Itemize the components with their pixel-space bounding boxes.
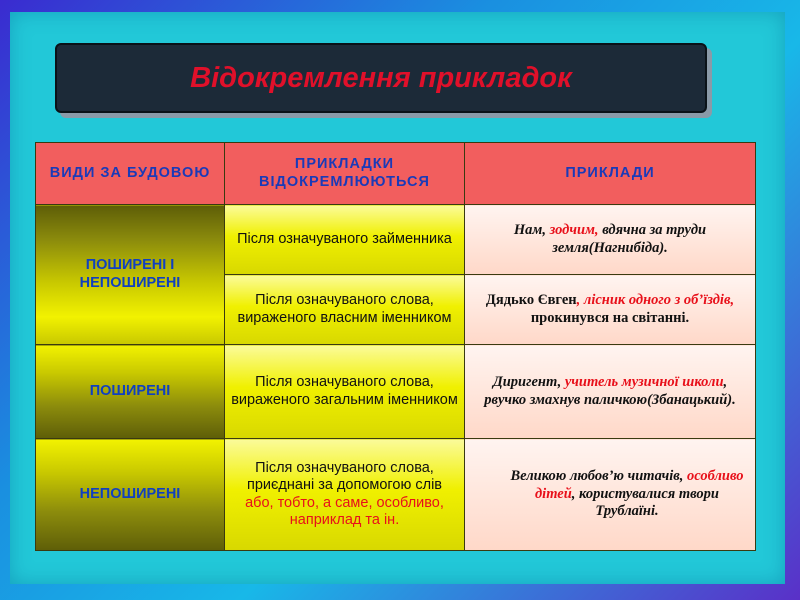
example-highlight: зодчим, [549, 222, 599, 239]
example-highlight: учитель музичної школи [564, 374, 724, 391]
table-row [36, 205, 756, 275]
example-text: Дядько Євген [485, 292, 577, 309]
type-cell: ПОШИРЕНІ [36, 345, 225, 439]
example-highlight: , лісник одного з об’їздів, [576, 292, 735, 309]
example-highlight: особливо дітей [534, 468, 744, 502]
rule-cell: Після означуваного слова, вираженого власним іменником [225, 275, 465, 345]
example-text: , рвучко змахнув паличкою(Збанацький). [484, 374, 736, 408]
table-header-row [36, 143, 756, 205]
rule-cell: Після означуваного займенника [225, 205, 465, 275]
example-text: Великою любов’ю читачів, [510, 468, 688, 485]
appositive-table [35, 142, 756, 551]
rule-text: Після означуваного слова, приєднані за допомогою слів [247, 459, 442, 494]
header-types: ВИДИ ЗА БУДОВОЮ [36, 143, 225, 205]
example-cell [465, 439, 756, 551]
example-text: вдячна за труди земля(Нагнибіда). [552, 222, 707, 256]
rule-cell: Після означуваного слова, вираженого загальним іменником [225, 345, 465, 439]
type-cell: ПОШИРЕНІ І НЕПОШИРЕНІ [36, 205, 225, 345]
type-cell: НЕПОШИРЕНІ [36, 439, 225, 551]
table-row [36, 345, 756, 439]
example-text: прокинувся на світанні. [530, 309, 690, 326]
header-examples: ПРИКЛАДИ [465, 143, 756, 205]
example-cell [465, 205, 756, 275]
example-cell [465, 275, 756, 345]
example-cell [465, 345, 756, 439]
example-text: Нам, [513, 222, 550, 239]
table-row [36, 439, 756, 551]
rule-highlight: або, тобто, а саме, особливо, наприклад та ін. [245, 494, 444, 528]
example-text: , користувалися твори Трублаїні. [571, 485, 719, 520]
rule-cell [225, 439, 465, 551]
header-rules: ПРИКЛАДКИ ВІДОКРЕМЛЮЮТЬСЯ [225, 143, 465, 205]
example-text: Диригент, [492, 374, 565, 391]
slide-title: Відокремлення прикладок [190, 61, 572, 94]
title-banner [55, 43, 707, 113]
